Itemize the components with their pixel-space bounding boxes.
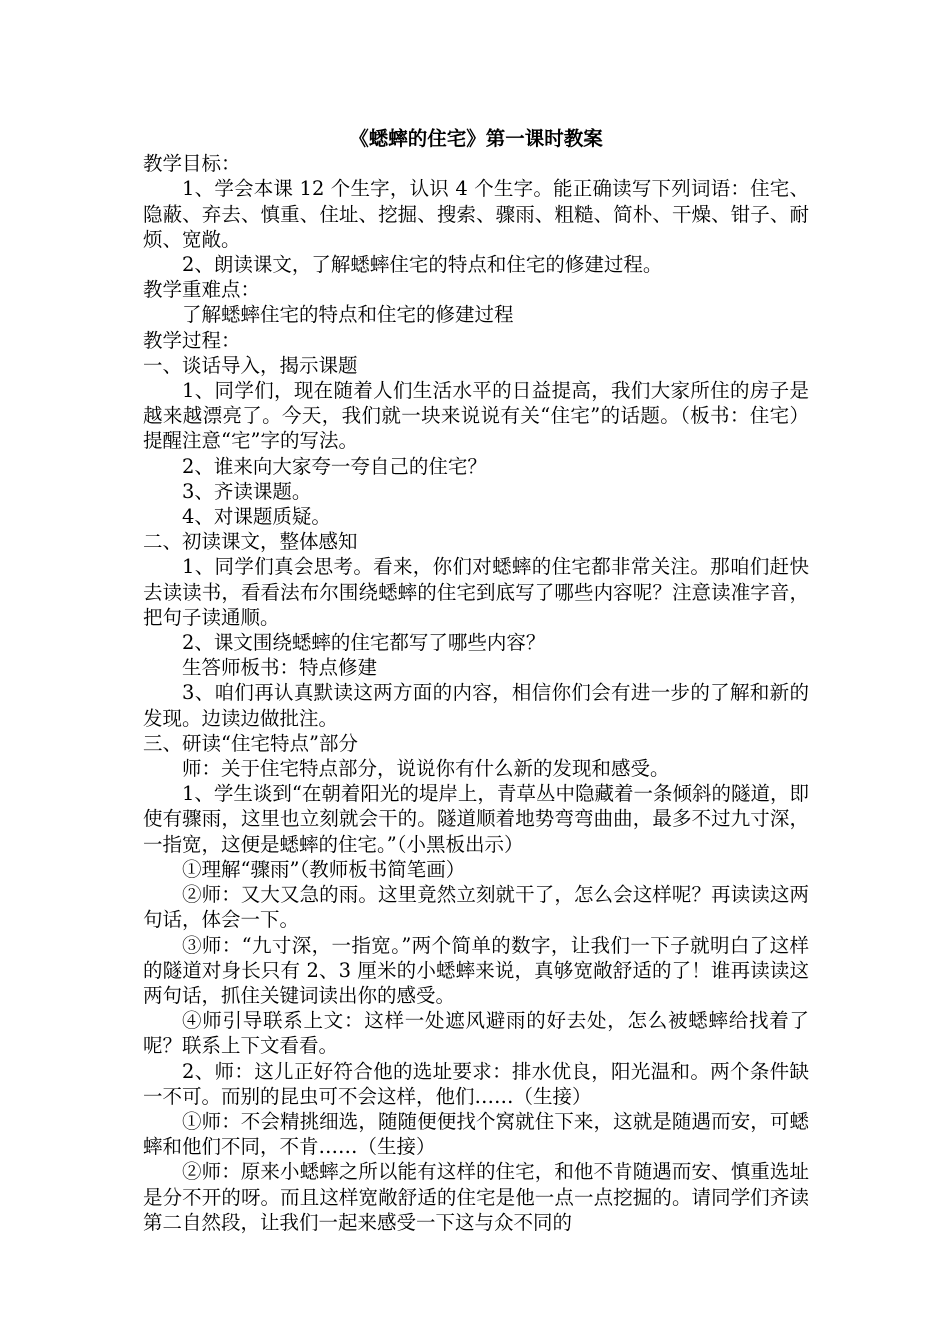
paragraph: ③师：“九寸深，一指宽。”两个简单的数字，让我们一下子就明白了这样的隧道对身长只有 2、3 厘米的小蟋蟀来说，真够宽敞舒适的了！谁再读读这两句话，抓住关键词读出你的感受。	[143, 933, 809, 1007]
document-body	[143, 151, 809, 1235]
paragraph: 4、对课题质疑。	[182, 505, 331, 529]
paragraph: 教学过程：	[143, 328, 241, 352]
paragraph: 了解蟋蟀住宅的特点和住宅的修建过程	[182, 303, 514, 327]
paragraph: 1、同学们真会思考。看来，你们对蟋蟀的住宅都非常关注。那咱们赶快去读读书，看看法布尔围绕蟋蟀的住宅到底写了哪些内容呢？注意读准字音，把句子读通顺。	[143, 555, 809, 629]
paragraph: 3、咱们再认真默读这两方面的内容，相信你们会有进一步的了解和新的发现。边读边做批注。	[143, 681, 809, 730]
paragraph: ②师：又大又急的雨。这里竟然立刻就干了，怎么会这样呢？再读读这两句话，体会一下。	[143, 883, 809, 932]
paragraph: ①师：不会精挑细选，随随便便找个窝就住下来，这就是随遇而安，可蟋蟀和他们不同，不肯……（生接）	[143, 1109, 809, 1159]
paragraph: 教学目标：	[143, 152, 241, 176]
paragraph: 三、研读“住宅特点”部分	[143, 731, 358, 755]
paragraph: 1、学会本课 12 个生字，认识 4 个生字。能正确读写下列词语：住宅、隐蔽、弃去、慎重、住址、挖掘、搜索、骤雨、粗糙、简朴、干燥、钳子、耐烦、宽敞。	[143, 177, 809, 251]
paragraph: ②师：原来小蟋蟀之所以能有这样的住宅，和他不肯随遇而安、慎重选址是分不开的呀。而且这样宽敞舒适的住宅是他一点一点挖掘的。请同学们齐读第二自然段，让我们一起来感受一下这与众不同的	[143, 1160, 809, 1234]
document-title: 《蟋蟀的住宅》第一课时教案	[349, 127, 603, 150]
document-page	[143, 126, 809, 1235]
paragraph: ①理解“骤雨”（教师板书简笔画）	[182, 857, 466, 881]
paragraph: 教学重难点：	[143, 278, 261, 302]
paragraph: ④师引导联系上文：这样一处遮风避雨的好去处，怎么被蟋蟀给找着了呢？联系上下文看看。	[143, 1009, 809, 1058]
paragraph: 2、师：这儿正好符合他的选址要求：排水优良，阳光温和。两个条件缺一不可。而别的昆虫可不会这样，他们……（生接）	[143, 1059, 809, 1108]
paragraph: 1、同学们，现在随着人们生活水平的日益提高，我们大家所住的房子是越来越漂亮了。今天，我们就一块来说说有关“住宅”的话题。（板书：住宅）提醒注意“宅”字的写法。	[143, 379, 809, 453]
paragraph: 师：关于住宅特点部分，说说你有什么新的发现和感受。	[182, 757, 670, 781]
paragraph: 2、朗读课文，了解蟋蟀住宅的特点和住宅的修建过程。	[182, 253, 663, 277]
paragraph: 生答师板书：特点修建	[182, 656, 378, 680]
paragraph: 3、齐读课题。	[182, 479, 312, 503]
paragraph: 一、谈话导入，揭示课题	[143, 353, 358, 377]
paragraph: 1、学生谈到“在朝着阳光的堤岸上，青草丛中隐藏着一条倾斜的隧道，即使有骤雨，这里也立刻就会干的。隧道顺着地势弯弯曲曲，最多不过九寸深，一指宽，这便是蟋蟀的住宅。”（小黑板出示）	[143, 782, 809, 856]
paragraph: 二、初读课文，整体感知	[143, 530, 358, 554]
paragraph: 2、课文围绕蟋蟀的住宅都写了哪些内容？	[182, 631, 546, 655]
paragraph: 2、谁来向大家夸一夸自己的住宅？	[182, 454, 487, 478]
